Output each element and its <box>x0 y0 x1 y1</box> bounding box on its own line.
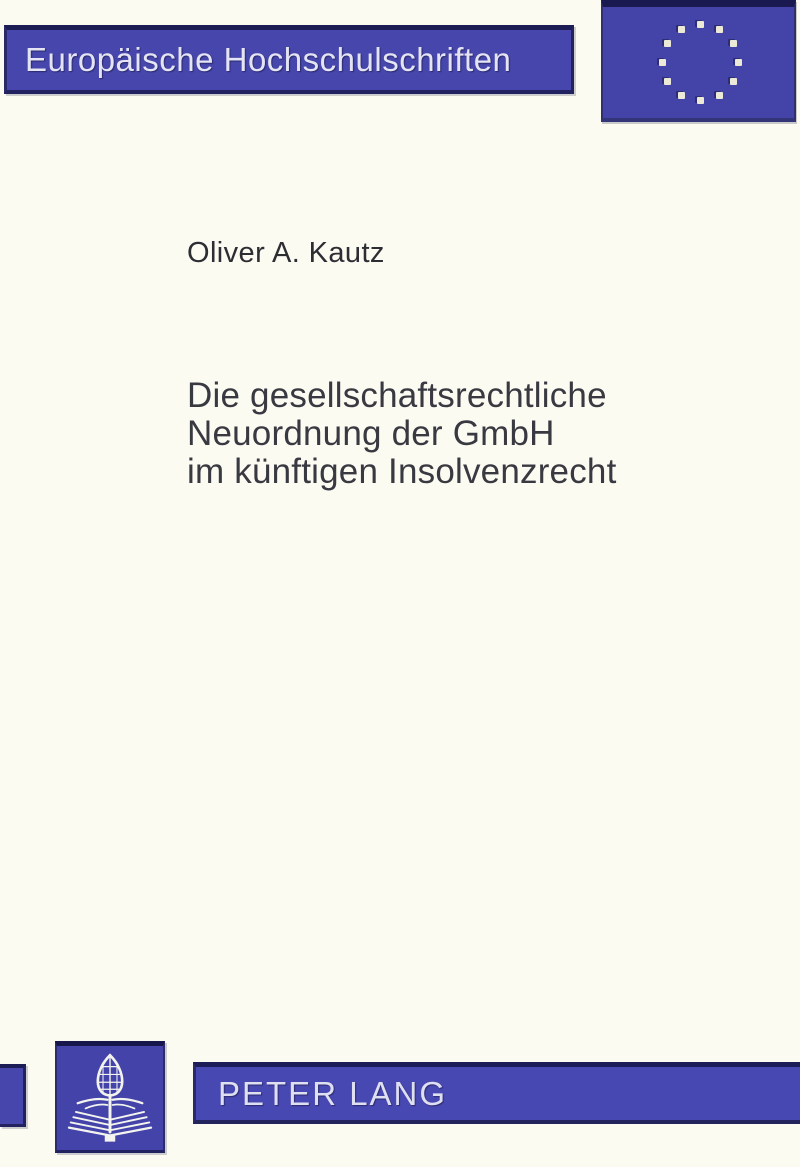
eu-star-icon <box>716 92 723 99</box>
eu-star-icon <box>664 78 671 85</box>
eu-star-icon <box>697 21 704 28</box>
series-banner <box>4 25 574 94</box>
book-title-line: Die gesellschaftsrechtliche <box>187 376 607 415</box>
eu-star-icon <box>730 78 737 85</box>
book-title-line: Neuordnung der GmbH <box>187 414 555 453</box>
tree-book-icon <box>62 1049 158 1147</box>
publisher-bar <box>193 1062 800 1124</box>
eu-star-icon <box>716 26 723 33</box>
eu-stars-circle <box>603 7 794 118</box>
eu-star-icon <box>735 59 742 66</box>
eu-star-icon <box>664 40 671 47</box>
eu-star-icon <box>678 26 685 33</box>
peter-lang-logo <box>55 1041 165 1153</box>
eu-star-icon <box>659 59 666 66</box>
eu-star-icon <box>697 97 704 104</box>
eu-flag-icon <box>601 0 796 122</box>
series-title: Europäische Hochschulschriften <box>25 41 512 78</box>
author-name: Oliver A. Kautz <box>187 237 385 269</box>
book-title <box>187 377 617 491</box>
eu-star-icon <box>730 40 737 47</box>
book-title-line: im künftigen Insolvenzrecht <box>187 452 617 491</box>
publisher-name: PETER LANG <box>218 1074 448 1112</box>
spine-accent-strip <box>0 1064 26 1127</box>
eu-star-icon <box>678 92 685 99</box>
